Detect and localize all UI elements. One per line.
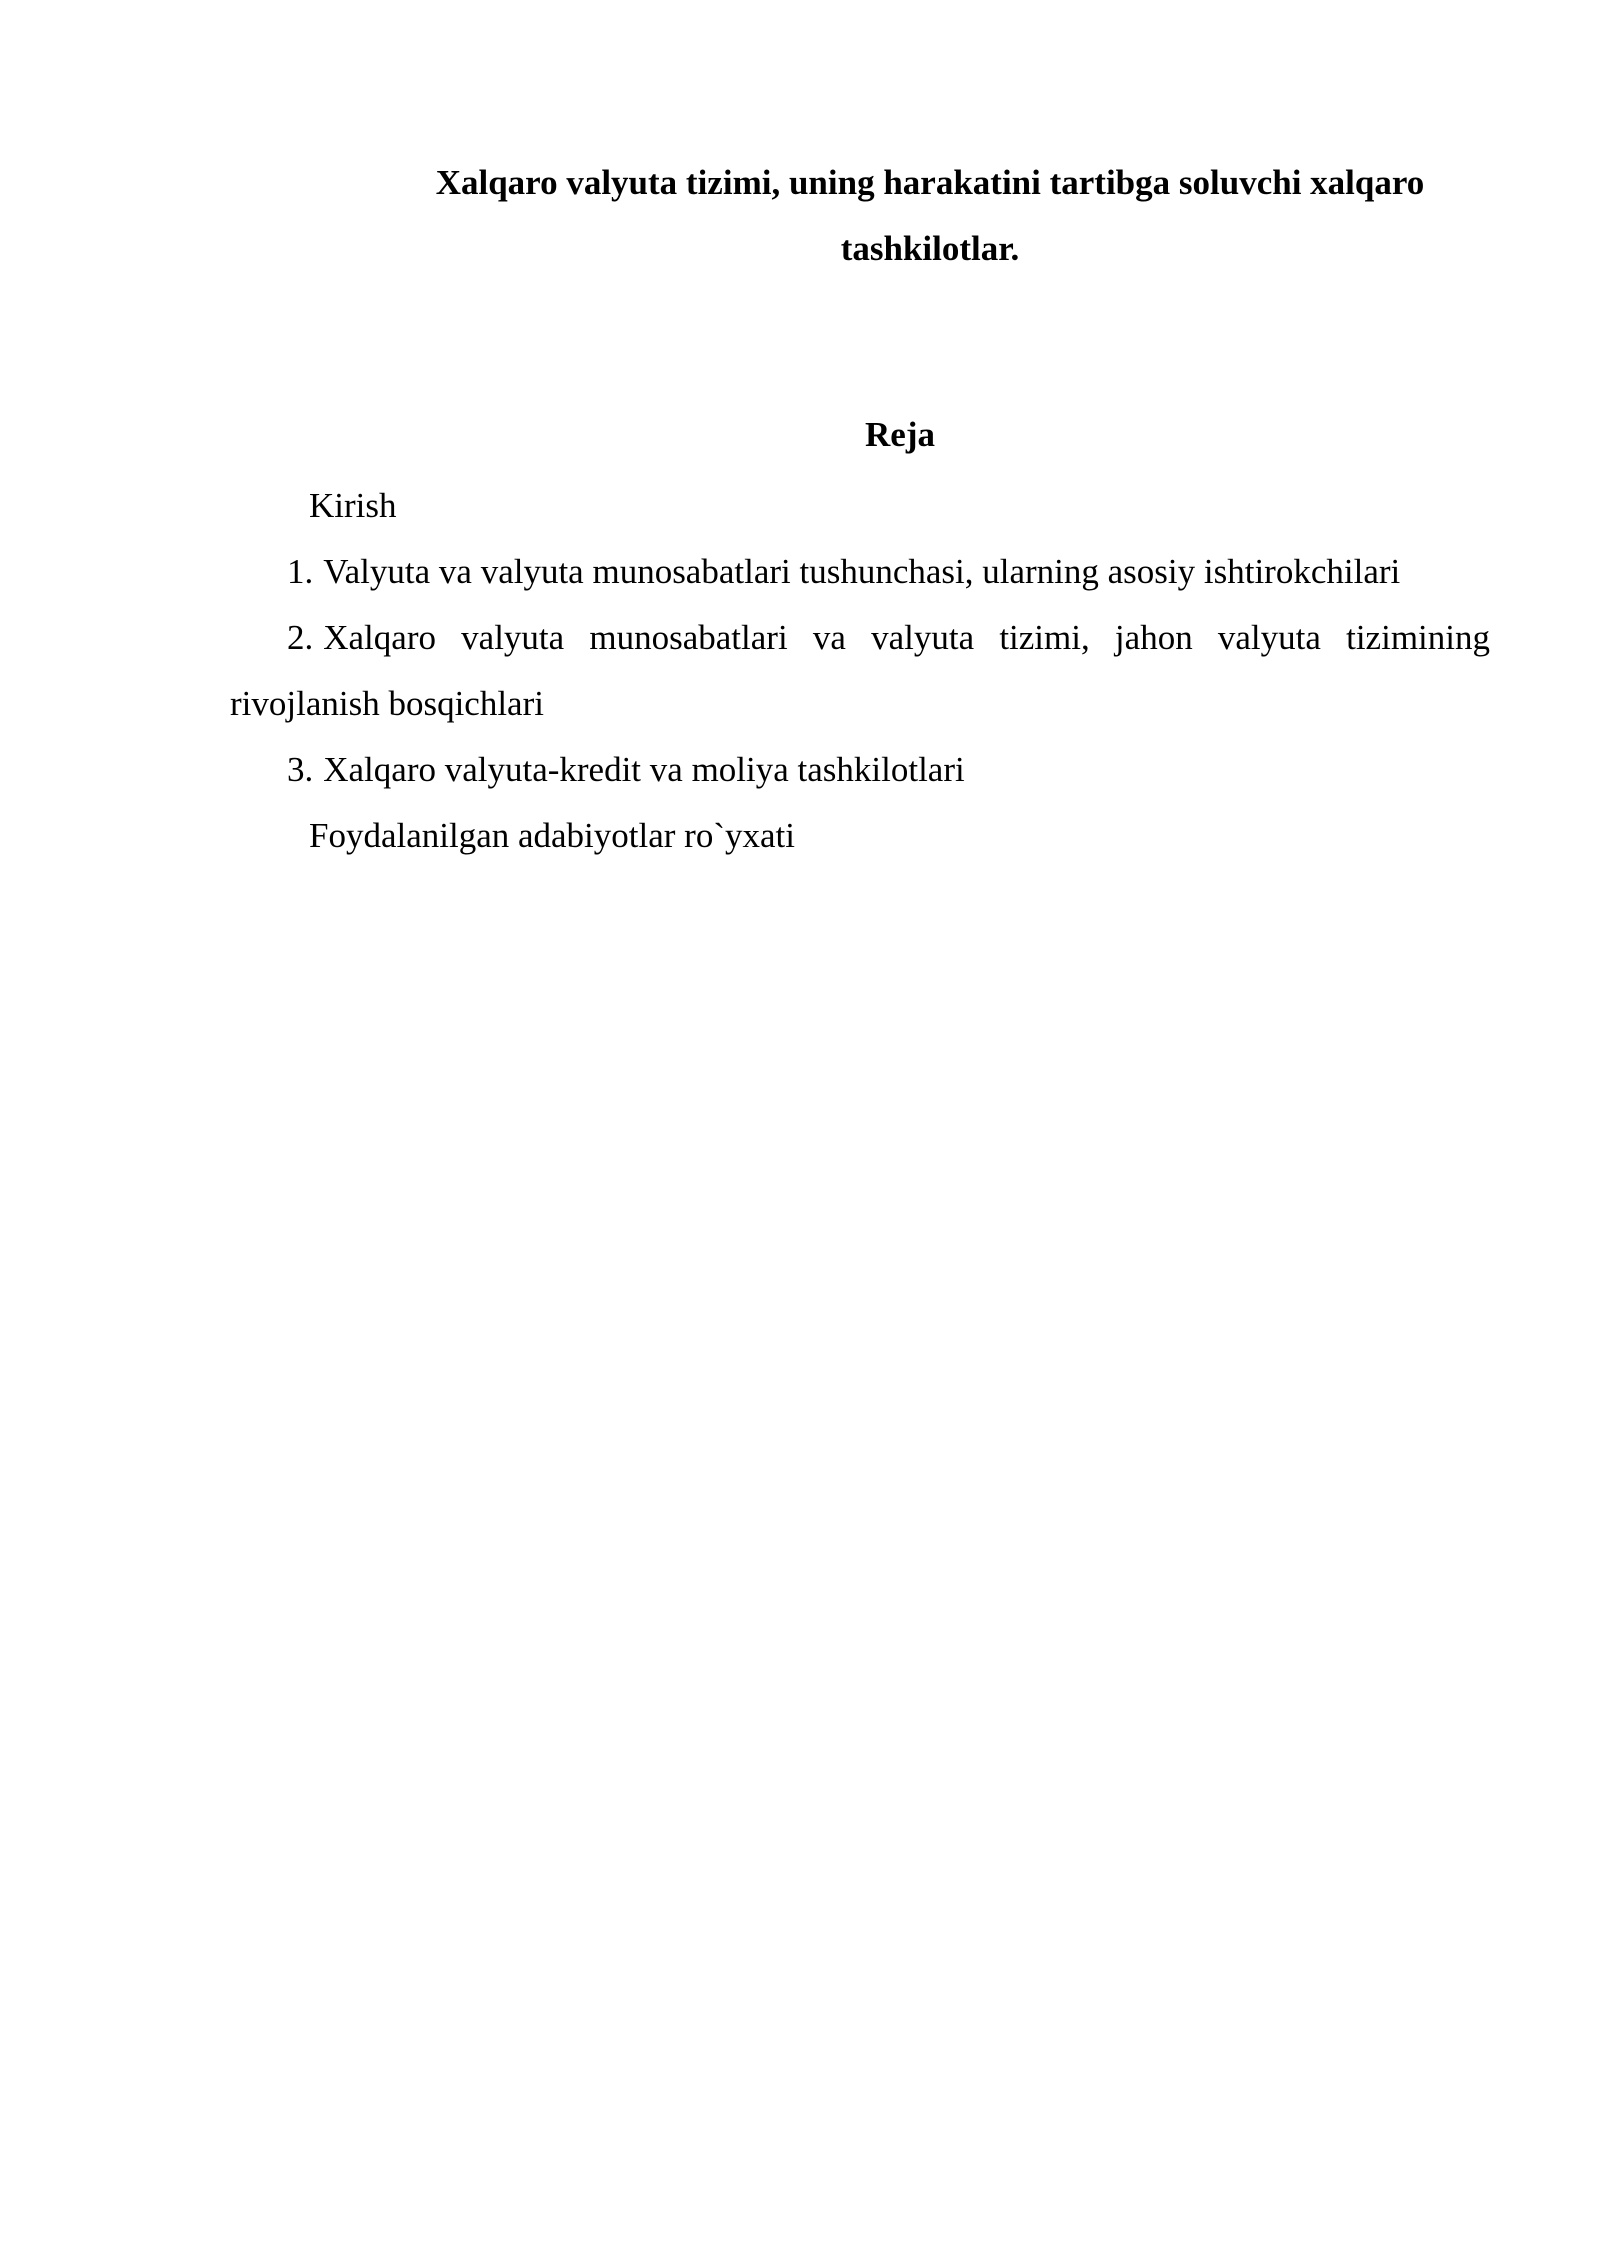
plan-item-2 — [230, 605, 1490, 737]
plan-item-3 — [230, 737, 1490, 803]
plan-item-number: 2. — [287, 618, 314, 657]
plan-item-number: 1. — [287, 552, 314, 591]
plan-heading: Reja — [865, 415, 935, 454]
title-line-2: tashkilotlar. — [840, 229, 1020, 268]
plan-list — [230, 473, 1490, 869]
plan-item-text: Xalqaro valyuta munosabatlari va valyuta tizimi, jahon valyuta tizimining rivojlanish bosqichlari — [230, 618, 1490, 723]
plan-item-text: Valyuta va valyuta munosabatlari tushunchasi, ularning asosiy ishtirokchilari — [323, 552, 1401, 591]
plan-item-text: Xalqaro valyuta-kredit va moliya tashkilotlari — [323, 750, 965, 789]
title-line-1: Xalqaro valyuta tizimi, uning harakatini tartibga soluvchi xalqaro — [435, 163, 1425, 202]
plan-item-1 — [230, 539, 1490, 605]
plan-references: Foydalanilgan adabiyotlar ro`yxati — [309, 816, 795, 855]
document-title — [360, 150, 1500, 282]
plan-item-number: 3. — [287, 750, 314, 789]
plan-intro: Kirish — [309, 486, 397, 525]
